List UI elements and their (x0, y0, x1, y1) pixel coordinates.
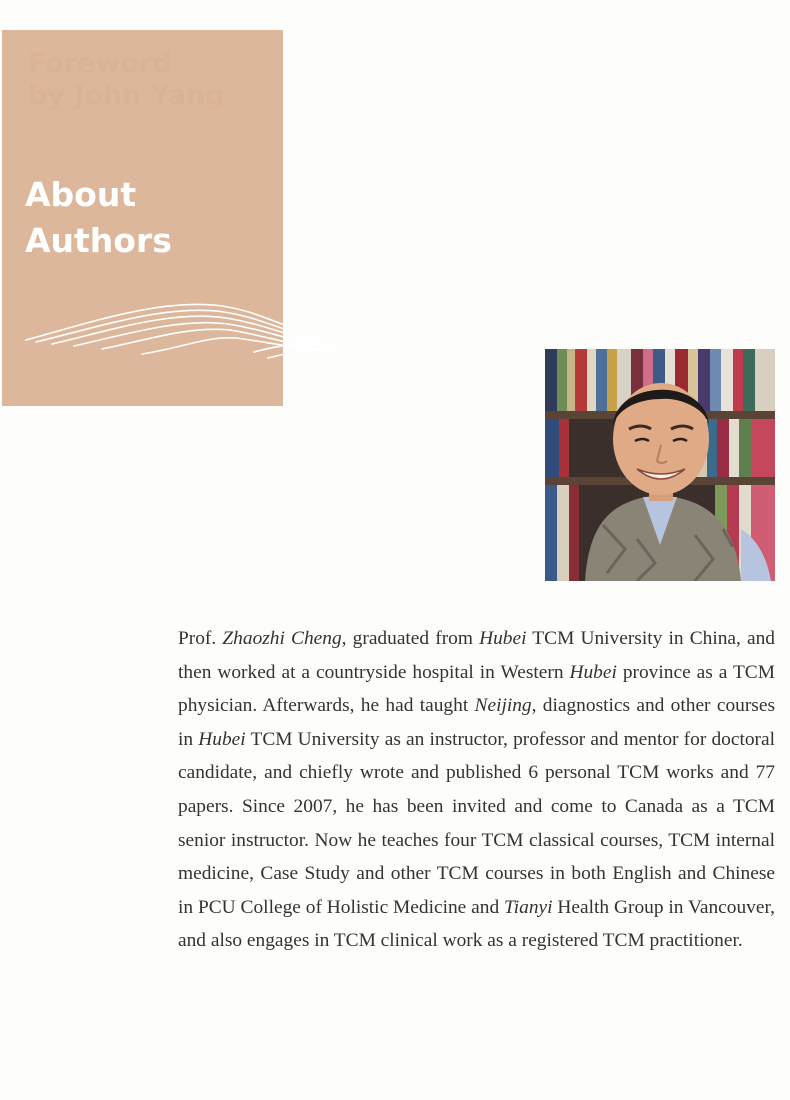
bio-text: , diagnostics and other courses in (178, 695, 775, 750)
wave-ornament-icon (22, 292, 392, 362)
author-photo (545, 349, 775, 581)
ghost-title-foreword: Foreword by John Yang (28, 48, 225, 111)
page-title (25, 172, 275, 264)
bio-text: TCM University in China, and then worked at a countryside hospital in Western (178, 628, 776, 683)
page-title-line-2: Authors (25, 221, 172, 260)
author-name: Zhaozhi Cheng (222, 628, 342, 649)
term-tianyi: Tianyi (504, 896, 553, 918)
term-neijing: Neijing (474, 695, 532, 717)
bio-text: Health Group in Vancouver, and also engages in TCM clinical work as a registered TCM practitioner. (178, 896, 776, 952)
place-hubei: Hubei (198, 728, 246, 750)
page-title-line-1: About (25, 175, 137, 214)
bio-text: Prof. (178, 628, 223, 649)
bio-text: TCM University as an instructor, professor and mentor for doctoral candidate, and chiefly wrote and published 6 personal TCM works and 77 papers. Since 2007, he has been invited and come to Canada as a TCM senior instructor. Now he teaches four TCM classical courses, TCM internal medicine, Case Study and other TCM courses in both English and Chinese in PCU College of Holistic Medicine and (178, 728, 775, 918)
author-bio (178, 622, 775, 958)
bio-text: province as a TCM physician. Afterwards, he had taught (178, 661, 775, 717)
place-hubei: Hubei (569, 661, 617, 683)
bio-text: , graduated from (341, 628, 480, 649)
place-hubei: Hubei (479, 628, 527, 649)
